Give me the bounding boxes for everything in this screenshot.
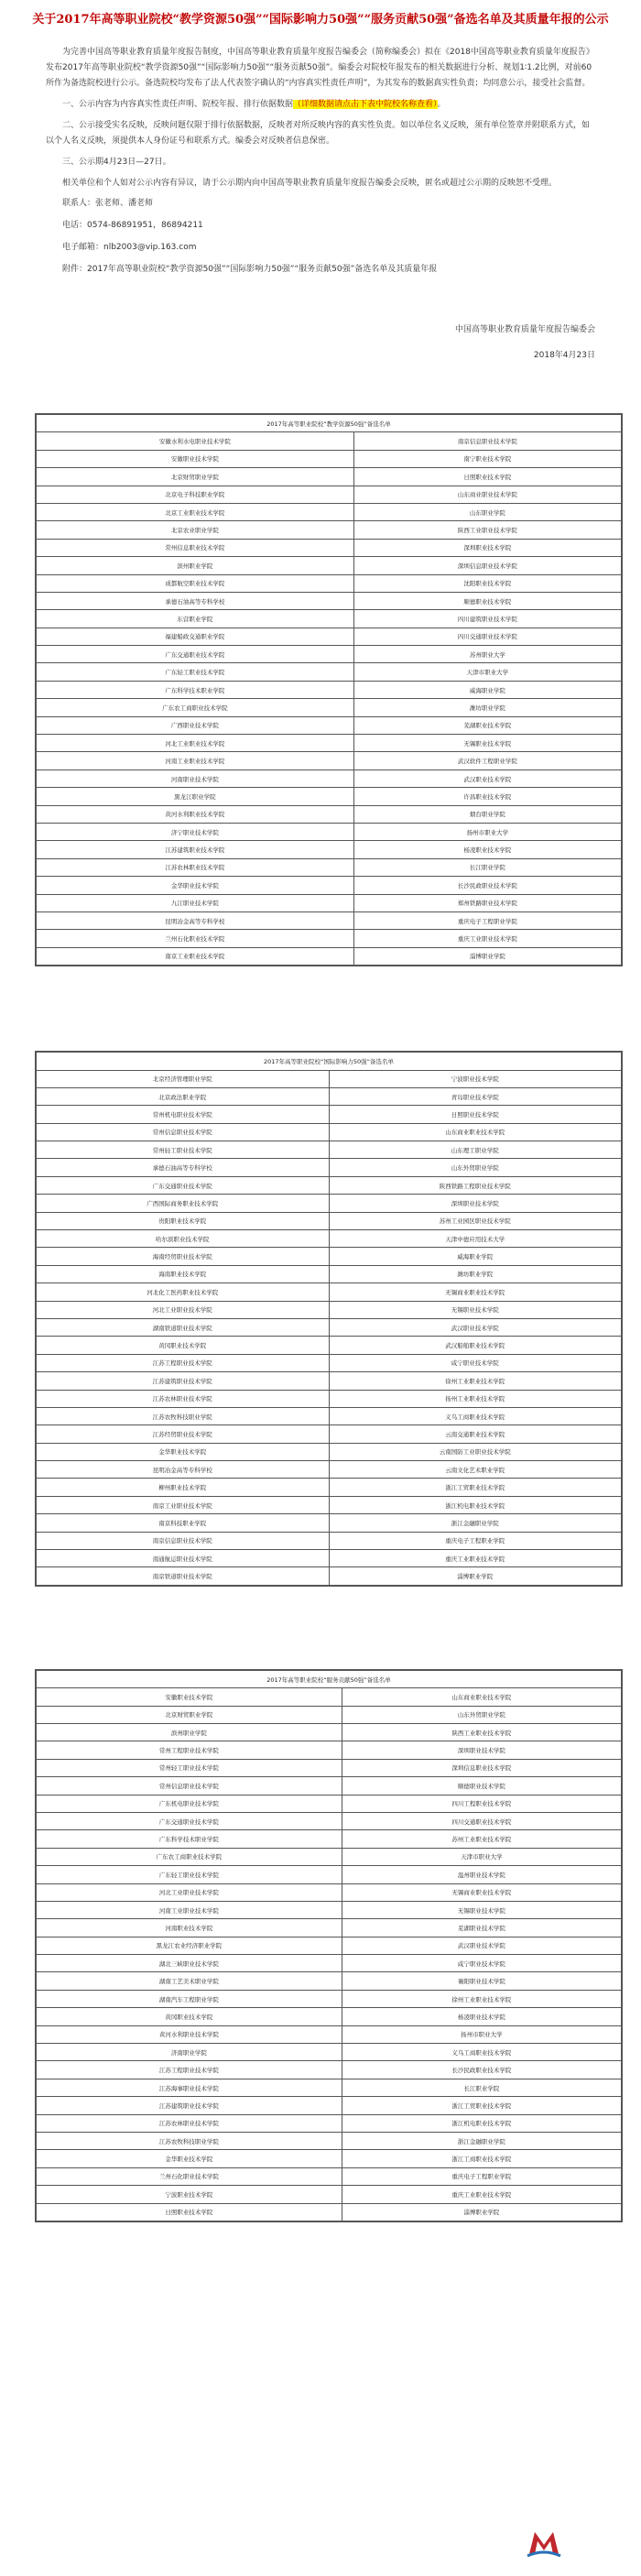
table-row bbox=[37, 1759, 622, 1776]
school-link[interactable]: 陕西工业职业技术学院 bbox=[342, 1724, 621, 1741]
table-row bbox=[37, 2097, 622, 2114]
table-row bbox=[37, 663, 622, 681]
school-link[interactable]: 重庆工业职业技术学院 bbox=[342, 2186, 621, 2203]
school-link[interactable]: 黑龙江农业经济职业学院 bbox=[37, 1937, 342, 1954]
school-link[interactable]: 日照职业技术学院 bbox=[37, 2203, 342, 2221]
table-caption: 2017年高等职业院校“国际影响力50强”备选名单 bbox=[37, 1053, 622, 1070]
school-link[interactable]: 四川交通职业技术学院 bbox=[353, 628, 621, 645]
table-row bbox=[37, 610, 622, 628]
school-link[interactable]: 江苏农牧科技职业学院 bbox=[37, 1407, 330, 1424]
school-link[interactable]: 济宁职业技术学院 bbox=[37, 823, 354, 840]
school-link[interactable]: 江苏建筑职业技术学院 bbox=[37, 1372, 330, 1390]
school-link[interactable]: 哈尔滨职业技术学院 bbox=[37, 1230, 330, 1248]
school-link[interactable]: 广东轻工职业技术学院 bbox=[37, 1866, 342, 1883]
school-link[interactable]: 湖北三峡职业技术学院 bbox=[37, 1955, 342, 1972]
table-row bbox=[37, 1777, 622, 1795]
school-link[interactable]: 天津中德应用技术大学 bbox=[329, 1230, 622, 1248]
table-row bbox=[37, 2203, 622, 2221]
school-link[interactable]: 北京财贸职业学院 bbox=[37, 468, 354, 486]
school-link[interactable]: 四川建筑职业技术学院 bbox=[353, 610, 621, 628]
school-link[interactable]: 江苏建筑职业技术学院 bbox=[37, 2097, 342, 2114]
school-link[interactable]: 武汉职业技术学院 bbox=[353, 770, 621, 787]
school-link[interactable]: 长江职业学院 bbox=[353, 858, 621, 876]
school-link[interactable]: 浙江金融职业学院 bbox=[342, 2132, 621, 2149]
school-link[interactable]: 日照职业技术学院 bbox=[353, 468, 621, 486]
table-row bbox=[37, 468, 622, 486]
table-caption: 2017年高等职业院校“教学资源50强”备选名单 bbox=[37, 415, 622, 432]
school-link[interactable]: 温州职业技术学院 bbox=[342, 1866, 621, 1883]
school-link[interactable]: 湖南汽车工程职业学院 bbox=[37, 1990, 342, 2007]
objection-paragraph: 相关单位和个人如对公示内容有异议，请于公示期内向中国高等职业教育质量年度报告编委会反映，匿名或超过公示期的反映恕不受理。 bbox=[62, 179, 558, 188]
school-link[interactable]: 陕西工业职业技术学院 bbox=[353, 521, 621, 539]
school-link[interactable]: 广东轻工职业技术学院 bbox=[37, 663, 354, 681]
table-row bbox=[37, 1883, 622, 1901]
school-link[interactable]: 兰州石化职业技术学院 bbox=[37, 930, 354, 947]
school-link[interactable]: 山东职业学院 bbox=[353, 503, 621, 520]
school-link[interactable]: 威海职业学院 bbox=[329, 1248, 622, 1265]
school-link[interactable]: 淄博职业学院 bbox=[342, 2203, 621, 2221]
school-link[interactable]: 宁波职业技术学院 bbox=[329, 1070, 622, 1087]
table-row bbox=[37, 450, 622, 467]
school-link[interactable]: 黄冈职业技术学院 bbox=[37, 1337, 330, 1354]
school-link[interactable]: 广东交通职业技术学院 bbox=[37, 1812, 342, 1829]
school-link[interactable]: 深圳职业技术学院 bbox=[329, 1195, 622, 1212]
school-link[interactable]: 柳州职业技术学院 bbox=[37, 1479, 330, 1496]
table-row bbox=[37, 1496, 622, 1513]
table-row bbox=[37, 788, 622, 805]
table-row bbox=[37, 432, 622, 450]
table-row bbox=[37, 1812, 622, 1829]
school-link[interactable]: 宁波职业技术学院 bbox=[37, 2186, 342, 2203]
school-link[interactable]: 陕西铁路工程职业技术学院 bbox=[329, 1176, 622, 1194]
table-row bbox=[37, 1567, 622, 1585]
table-row bbox=[37, 503, 622, 520]
school-link[interactable]: 山东商业职业技术学院 bbox=[329, 1123, 622, 1141]
table-row bbox=[37, 486, 622, 503]
school-link[interactable]: 常州信息职业技术学院 bbox=[37, 1123, 330, 1141]
intro-paragraph: 为完善中国高等职业教育质量年度报告制度，中国高等职业教育质量年度报告编委会（简称编委会）拟在《2018中国高等职业教育质量年度报告》发布2017年高等职业院校“教学资源50强”“国际影响力50强”“服务贡献50强”。编委会对院校年报发布的相关数据进行分析、规划1∶1.2比例，对前60所作为备选院校进行公示。备选院校均发布了法人代表签字确认的“内容真实性责任声明”，为其发布的数据真实性负责；均同意公示，接受社会监督。 bbox=[46, 48, 594, 88]
school-link[interactable]: 襄阳职业技术学院 bbox=[342, 1972, 621, 1990]
school-link[interactable]: 黄冈职业技术学院 bbox=[37, 2008, 342, 2025]
school-link[interactable]: 武汉职业技术学院 bbox=[342, 1937, 621, 1954]
table-row bbox=[37, 2150, 622, 2167]
watermark-logo-icon bbox=[524, 2525, 564, 2560]
school-link[interactable]: 深圳信息职业技术学院 bbox=[353, 557, 621, 574]
school-link[interactable]: 广东科学技术职业学院 bbox=[37, 681, 354, 698]
attachment-line[interactable]: 附件：2017年高等职业院校“教学资源50强”“国际影响力50强”“服务贡献50强”备选名单及其质量年报 bbox=[62, 265, 438, 274]
signature-block bbox=[46, 323, 595, 362]
table-row bbox=[37, 1866, 622, 1883]
school-link[interactable]: 河南职业技术学院 bbox=[37, 770, 354, 787]
table-row bbox=[37, 2114, 622, 2132]
school-link[interactable]: 云南交通职业技术学院 bbox=[329, 1425, 622, 1443]
table-row bbox=[37, 1106, 622, 1123]
table-row bbox=[37, 539, 622, 556]
school-link[interactable]: 徐州工业职业技术学院 bbox=[329, 1372, 622, 1390]
school-link[interactable]: 南京工业职业技术学院 bbox=[37, 947, 354, 965]
school-link[interactable]: 顺德职业技术学院 bbox=[342, 1777, 621, 1795]
school-link[interactable]: 深圳职业技术学院 bbox=[353, 539, 621, 556]
table-row bbox=[37, 947, 622, 965]
table-row bbox=[37, 1706, 622, 1723]
school-link[interactable]: 广东交通职业技术学院 bbox=[37, 1176, 330, 1194]
table-row bbox=[37, 1919, 622, 1937]
table-row bbox=[37, 1141, 622, 1159]
school-link[interactable]: 河北工业职业技术学院 bbox=[37, 1883, 342, 1901]
school-link[interactable]: 北京工业职业技术学院 bbox=[37, 503, 354, 520]
school-link[interactable]: 湖南工艺美术职业学院 bbox=[37, 1972, 342, 1990]
school-link[interactable]: 无锡商业职业技术学院 bbox=[329, 1283, 622, 1301]
school-link[interactable]: 武汉职业技术学院 bbox=[329, 1318, 622, 1336]
school-link[interactable]: 福建船政交通职业学院 bbox=[37, 628, 354, 645]
table-row bbox=[37, 2167, 622, 2185]
table-row bbox=[37, 1990, 622, 2007]
school-link[interactable]: 深圳职业技术学院 bbox=[342, 1741, 621, 1759]
school-link[interactable]: 江苏经贸职业技术学院 bbox=[37, 1425, 330, 1443]
table-row bbox=[37, 2079, 622, 2096]
rule-1-text: 一、公示内容为内容真实性责任声明、院校年报、排行依据数据 bbox=[62, 100, 294, 109]
table-row bbox=[37, 930, 622, 947]
school-link[interactable]: 扬州市职业大学 bbox=[353, 823, 621, 840]
table-row bbox=[37, 1443, 622, 1460]
candidate-list-3 bbox=[35, 1669, 623, 2222]
table-row bbox=[37, 735, 622, 752]
school-link[interactable]: 常州工程职业技术学院 bbox=[37, 1741, 342, 1759]
school-link[interactable]: 江苏工程职业技术学院 bbox=[37, 2061, 342, 2079]
school-link[interactable]: 重庆工业职业技术学院 bbox=[353, 930, 621, 947]
table-row bbox=[37, 699, 622, 716]
school-link[interactable]: 义乌工商职业技术学院 bbox=[342, 2044, 621, 2061]
candidate-list-2 bbox=[35, 1051, 623, 1587]
table-row bbox=[37, 1248, 622, 1265]
table-row bbox=[37, 1425, 622, 1443]
school-link[interactable]: 天津市职业大学 bbox=[342, 1848, 621, 1865]
school-link[interactable]: 无锡职业技术学院 bbox=[329, 1301, 622, 1318]
school-link[interactable]: 常州轻工职业技术学院 bbox=[37, 1759, 342, 1776]
table-row bbox=[37, 592, 622, 609]
school-link[interactable]: 南京信息职业技术学院 bbox=[353, 432, 621, 450]
table-row bbox=[37, 1901, 622, 1918]
school-link[interactable]: 河北工业职业技术学院 bbox=[37, 735, 354, 752]
table-row bbox=[37, 1937, 622, 1954]
school-link[interactable]: 长江职业学院 bbox=[342, 2079, 621, 2096]
school-link[interactable]: 海南职业技术学院 bbox=[37, 1265, 330, 1283]
table-caption: 2017年高等职业院校“服务贡献50强”备选名单 bbox=[37, 1670, 622, 1687]
table-row bbox=[37, 1176, 622, 1194]
school-link[interactable]: 扬州工业职业技术学院 bbox=[329, 1390, 622, 1407]
school-link[interactable]: 北京政法职业学院 bbox=[37, 1087, 330, 1105]
table-row bbox=[37, 716, 622, 734]
school-link[interactable]: 黄河水利职业技术学院 bbox=[37, 2025, 342, 2043]
school-link[interactable]: 长沙民政职业技术学院 bbox=[353, 877, 621, 894]
school-link[interactable]: 烟台职业学院 bbox=[353, 805, 621, 823]
table-row bbox=[37, 1390, 622, 1407]
school-link[interactable]: 徐州工业职业技术学院 bbox=[342, 1990, 621, 2007]
table-row bbox=[37, 2044, 622, 2061]
school-link[interactable]: 江苏农林职业技术学院 bbox=[37, 1390, 330, 1407]
school-link[interactable]: 山东外贸职业学院 bbox=[329, 1159, 622, 1176]
school-link[interactable]: 滨州职业学院 bbox=[37, 1724, 342, 1741]
table-row bbox=[37, 1318, 622, 1336]
table-row bbox=[37, 574, 622, 592]
candidate-table bbox=[36, 414, 622, 966]
table-row bbox=[37, 1532, 622, 1549]
school-link[interactable]: 长沙民政职业技术学院 bbox=[342, 2061, 621, 2079]
school-link[interactable]: 江苏工程职业技术学院 bbox=[37, 1354, 330, 1371]
school-link[interactable]: 昆明冶金高等专科学校 bbox=[37, 1461, 330, 1479]
rule-paragraph-2: 二、公示接受实名反映，反映问题仅限于排行依据数据，反映者对所反映内容的真实性负责。如以单位名义反映，须有单位签章并附联系方式，如以个人名义反映，须提供本人身份证号和联系方式。编委会对反映者信息保密。 bbox=[46, 121, 591, 146]
school-link[interactable]: 四川工程职业技术学院 bbox=[342, 1795, 621, 1812]
school-link[interactable]: 青岛职业技术学院 bbox=[329, 1087, 622, 1105]
table-row bbox=[37, 1337, 622, 1354]
school-link[interactable]: 南京科技职业学院 bbox=[37, 1514, 330, 1532]
table-row bbox=[37, 2025, 622, 2043]
school-link[interactable]: 兰州石化职业技术学院 bbox=[37, 2167, 342, 2185]
table-row bbox=[37, 1795, 622, 1812]
school-link[interactable]: 安徽水利水电职业技术学院 bbox=[37, 432, 354, 450]
table-row bbox=[37, 521, 622, 539]
school-link[interactable]: 承德石油高等专科学校 bbox=[37, 1159, 330, 1176]
school-link[interactable]: 九江职业技术学院 bbox=[37, 894, 354, 911]
table-row bbox=[37, 1123, 622, 1141]
school-link[interactable]: 江苏农林职业技术学院 bbox=[37, 2114, 342, 2132]
table-row bbox=[37, 1724, 622, 1741]
table-row bbox=[37, 1087, 622, 1105]
school-link[interactable]: 广东机电职业技术学院 bbox=[37, 1795, 342, 1812]
school-link[interactable]: 山东商业职业技术学院 bbox=[353, 486, 621, 503]
school-link[interactable]: 黄河水利职业技术学院 bbox=[37, 805, 354, 823]
candidate-table bbox=[36, 1052, 622, 1586]
school-link[interactable]: 河北化工医药职业技术学院 bbox=[37, 1283, 330, 1301]
school-link[interactable]: 北京经济管理职业学院 bbox=[37, 1070, 330, 1087]
contact-person: 联系人：张老师、潘老师 bbox=[62, 199, 154, 208]
school-link[interactable]: 山东理工职业学院 bbox=[329, 1141, 622, 1159]
school-link[interactable]: 武汉船舶职业技术学院 bbox=[329, 1337, 622, 1354]
school-link[interactable]: 许昌职业技术学院 bbox=[353, 788, 621, 805]
school-link[interactable]: 日照职业技术学院 bbox=[329, 1106, 622, 1123]
school-link[interactable]: 浙江机电职业技术学院 bbox=[342, 2114, 621, 2132]
school-link[interactable]: 无锡职业技术学院 bbox=[353, 735, 621, 752]
school-link[interactable]: 滨州职业学院 bbox=[37, 557, 354, 574]
school-link[interactable]: 广西国际商务职业技术学院 bbox=[37, 1195, 330, 1212]
school-link[interactable]: 江苏海事职业技术学院 bbox=[37, 2079, 342, 2096]
school-link[interactable]: 河南工业职业技术学院 bbox=[37, 752, 354, 770]
school-link[interactable]: 杨凌职业技术学院 bbox=[353, 841, 621, 858]
school-link[interactable]: 南通航运职业技术学院 bbox=[37, 1550, 330, 1567]
school-link[interactable]: 四川交通职业技术学院 bbox=[342, 1812, 621, 1829]
contact-email[interactable]: 电子邮箱：nlb2003@vip.163.com bbox=[62, 243, 197, 252]
table-row bbox=[37, 1830, 622, 1848]
school-link[interactable]: 威海职业学院 bbox=[353, 681, 621, 698]
school-link[interactable]: 山东外贸职业学院 bbox=[342, 1706, 621, 1723]
table-row bbox=[37, 1514, 622, 1532]
school-link[interactable]: 武汉软件工程职业学院 bbox=[353, 752, 621, 770]
school-link[interactable]: 常州信息职业技术学院 bbox=[37, 1777, 342, 1795]
school-link[interactable]: 云南文化艺术职业学院 bbox=[329, 1461, 622, 1479]
table-row bbox=[37, 2132, 622, 2149]
school-link[interactable]: 浙江金融职业学院 bbox=[329, 1514, 622, 1532]
school-link[interactable]: 金华职业技术学院 bbox=[37, 2150, 342, 2167]
table-row bbox=[37, 1283, 622, 1301]
school-link[interactable]: 云南国防工业职业技术学院 bbox=[329, 1443, 622, 1460]
school-link[interactable]: 昆明冶金高等专科学校 bbox=[37, 911, 354, 929]
school-link[interactable]: 金华职业技术学院 bbox=[37, 1443, 330, 1460]
table-row bbox=[37, 1212, 622, 1229]
table-row bbox=[37, 557, 622, 574]
school-link[interactable]: 北京财贸职业学院 bbox=[37, 1706, 342, 1723]
school-link[interactable]: 苏州工业园区职业技术学院 bbox=[329, 1212, 622, 1229]
table-row bbox=[37, 1848, 622, 1865]
school-link[interactable]: 南京信息职业技术学院 bbox=[37, 1532, 330, 1549]
school-link[interactable]: 浙江工商职业技术学院 bbox=[342, 2150, 621, 2167]
signature-date: 2018年4月23日 bbox=[533, 351, 595, 360]
table-row bbox=[37, 805, 622, 823]
table-row bbox=[37, 770, 622, 787]
school-link[interactable]: 深圳信息职业技术学院 bbox=[342, 1759, 621, 1776]
school-link[interactable]: 南宁职业技术学院 bbox=[353, 450, 621, 467]
page-title: 关于2017年高等职业院校“教学资源50强”“国际影响力50强”“服务贡献50强”备选名单及其质量年报的公示 bbox=[32, 13, 609, 27]
table-row bbox=[37, 1479, 622, 1496]
school-link[interactable]: 浙江工贸职业技术学院 bbox=[329, 1479, 622, 1496]
table-row bbox=[37, 1354, 622, 1371]
school-link[interactable]: 金华职业技术学院 bbox=[37, 877, 354, 894]
school-link[interactable]: 安徽职业技术学院 bbox=[37, 450, 354, 467]
table-row bbox=[37, 646, 622, 663]
candidate-table bbox=[36, 1670, 622, 2221]
school-link[interactable]: 淄博职业学院 bbox=[329, 1567, 622, 1585]
table-row bbox=[37, 894, 622, 911]
school-link[interactable]: 北京农业职业学院 bbox=[37, 521, 354, 539]
table-row bbox=[37, 628, 622, 645]
school-link[interactable]: 山东商业职业技术学院 bbox=[342, 1688, 621, 1706]
school-link[interactable]: 潍坊职业学院 bbox=[329, 1265, 622, 1283]
school-link[interactable]: 海南经贸职业技术学院 bbox=[37, 1248, 330, 1265]
school-link[interactable]: 芜湖职业技术学院 bbox=[342, 1919, 621, 1937]
school-link[interactable]: 安徽职业技术学院 bbox=[37, 1688, 342, 1706]
school-link[interactable]: 河南工业职业技术学院 bbox=[37, 1901, 342, 1918]
table-row bbox=[37, 911, 622, 929]
contact-block bbox=[46, 197, 595, 276]
table-row bbox=[37, 1195, 622, 1212]
school-link[interactable]: 杨凌职业技术学院 bbox=[342, 2008, 621, 2025]
school-link[interactable]: 江苏农林职业技术学院 bbox=[37, 858, 354, 876]
table-row bbox=[37, 1159, 622, 1176]
rule-1-end: 。 bbox=[437, 100, 446, 109]
school-link[interactable]: 浙江工贸职业技术学院 bbox=[342, 2097, 621, 2114]
table-row bbox=[37, 858, 622, 876]
school-link[interactable]: 咸宁职业技术学院 bbox=[329, 1354, 622, 1371]
school-link[interactable]: 江苏建筑职业技术学院 bbox=[37, 841, 354, 858]
school-link[interactable]: 扬州市职业大学 bbox=[342, 2025, 621, 2043]
school-link[interactable]: 重庆工业职业技术学院 bbox=[329, 1550, 622, 1567]
school-link[interactable]: 江苏农牧科技职业学院 bbox=[37, 2132, 342, 2149]
table-row bbox=[37, 1550, 622, 1567]
school-link[interactable]: 浙江机电职业技术学院 bbox=[329, 1496, 622, 1513]
table-row bbox=[37, 1301, 622, 1318]
school-link[interactable]: 无锡商业职业技术学院 bbox=[342, 1883, 621, 1901]
school-link[interactable]: 广西职业技术学院 bbox=[37, 716, 354, 734]
candidate-lists bbox=[18, 413, 623, 2222]
highlight-note: （详细数据请点击下表中院校名称查看） bbox=[293, 100, 438, 109]
school-link[interactable]: 济南职业学院 bbox=[37, 2044, 342, 2061]
school-link[interactable]: 南京铁道职业技术学院 bbox=[37, 1567, 330, 1585]
table-row bbox=[37, 1688, 622, 1706]
school-link[interactable]: 广东农工商职业技术学院 bbox=[37, 699, 354, 716]
school-link[interactable]: 常州轻工职业技术学院 bbox=[37, 1141, 330, 1159]
school-link[interactable]: 重庆电子工程职业学院 bbox=[329, 1532, 622, 1549]
table-row bbox=[37, 1265, 622, 1283]
school-link[interactable]: 淄博职业学院 bbox=[353, 947, 621, 965]
table-row bbox=[37, 1972, 622, 1990]
school-link[interactable]: 天津市职业大学 bbox=[353, 663, 621, 681]
rule-paragraph-3: 三、公示期4月23日—27日。 bbox=[62, 158, 171, 167]
table-row bbox=[37, 1407, 622, 1424]
school-link[interactable]: 广东科学技术职业学院 bbox=[37, 1830, 342, 1848]
school-link[interactable]: 义乌工商职业技术学院 bbox=[329, 1407, 622, 1424]
school-link[interactable]: 常州信息职业技术学院 bbox=[37, 539, 354, 556]
table-row bbox=[37, 1372, 622, 1390]
school-link[interactable]: 沈阳职业技术学院 bbox=[353, 574, 621, 592]
school-link[interactable]: 咸宁职业技术学院 bbox=[342, 1955, 621, 1972]
table-row bbox=[37, 681, 622, 698]
table-row bbox=[37, 1955, 622, 1972]
contact-phone: 电话：0574-86891951，86894211 bbox=[62, 221, 203, 230]
school-link[interactable]: 河南职业技术学院 bbox=[37, 1919, 342, 1937]
school-link[interactable]: 承德石油高等专科学校 bbox=[37, 592, 354, 609]
school-link[interactable]: 河北工业职业技术学院 bbox=[37, 1301, 330, 1318]
school-link[interactable]: 湖南铁道职业技术学院 bbox=[37, 1318, 330, 1336]
table-row bbox=[37, 752, 622, 770]
school-link[interactable]: 黑龙江职业学院 bbox=[37, 788, 354, 805]
school-link[interactable]: 广东交通职业技术学院 bbox=[37, 646, 354, 663]
school-link[interactable]: 芜湖职业技术学院 bbox=[353, 716, 621, 734]
school-link[interactable]: 无锡职业技术学院 bbox=[342, 1901, 621, 1918]
school-link[interactable]: 郑州铁路职业技术学院 bbox=[353, 894, 621, 911]
table-row bbox=[37, 1230, 622, 1248]
school-link[interactable]: 苏州职业大学 bbox=[353, 646, 621, 663]
candidate-list-1 bbox=[35, 413, 623, 966]
rule-paragraph-1 bbox=[46, 97, 595, 113]
school-link[interactable]: 苏州工业职业技术学院 bbox=[342, 1830, 621, 1848]
table-row bbox=[37, 2008, 622, 2025]
table-row bbox=[37, 1461, 622, 1479]
school-link[interactable]: 重庆电子工程职业学院 bbox=[342, 2167, 621, 2185]
school-link[interactable]: 顺德职业技术学院 bbox=[353, 592, 621, 609]
table-row bbox=[37, 1741, 622, 1759]
school-link[interactable]: 贵阳职业技术学院 bbox=[37, 1212, 330, 1229]
table-row bbox=[37, 1070, 622, 1087]
school-link[interactable]: 北京电子科技职业学院 bbox=[37, 486, 354, 503]
school-link[interactable]: 常州机电职业技术学院 bbox=[37, 1106, 330, 1123]
table-row bbox=[37, 2186, 622, 2203]
school-link[interactable]: 南京工业职业技术学院 bbox=[37, 1496, 330, 1513]
table-row bbox=[37, 2061, 622, 2079]
table-row bbox=[37, 823, 622, 840]
school-link[interactable]: 广东农工商职业技术学院 bbox=[37, 1848, 342, 1865]
table-row bbox=[37, 841, 622, 858]
school-link[interactable]: 东营职业学院 bbox=[37, 610, 354, 628]
school-link[interactable]: 成都航空职业技术学院 bbox=[37, 574, 354, 592]
school-link[interactable]: 重庆电子工程职业学院 bbox=[353, 911, 621, 929]
table-row bbox=[37, 877, 622, 894]
school-link[interactable]: 潍坊职业学院 bbox=[353, 699, 621, 716]
signature-org: 中国高等职业教育质量年度报告编委会 bbox=[454, 325, 595, 334]
